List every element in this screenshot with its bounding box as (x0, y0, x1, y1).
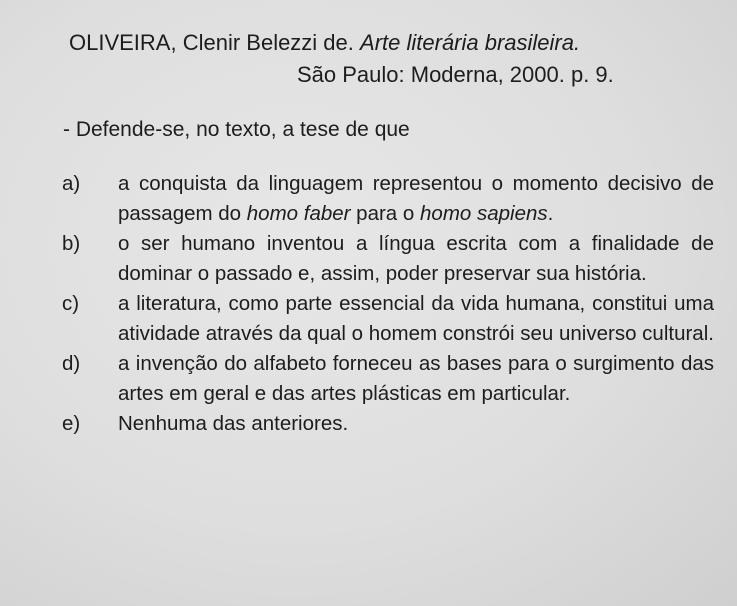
option-letter: c) (62, 292, 80, 315)
option-text: o ser humano inventou a língua escrita com a finalidade de dominar o passado e, assim, poder preservar sua história. (118, 232, 714, 285)
option-text: a invenção do alfabeto forneceu as bases para o surgimento das artes em geral e das artes plásticas em particular. (118, 352, 714, 405)
option-letter: e) (62, 412, 81, 435)
question-stem: - Defende-se, no texto, a tese de que (63, 118, 410, 141)
option-text: a conquista da linguagem representou o momento decisivo de passagem do homo faber para o homo sapiens. (118, 172, 714, 225)
option-d[interactable] (62, 349, 714, 409)
option-b[interactable] (62, 229, 714, 289)
option-text: a literatura, como parte essencial da vida humana, constitui uma atividade através da qual o homem constrói seu universo cultural. (118, 292, 714, 345)
reference-line-1 (69, 30, 580, 56)
option-letter: a) (62, 172, 81, 195)
reference-title: Arte literária brasileira. (360, 30, 581, 55)
option-text: Nenhuma das anteriores. (118, 412, 349, 435)
option-c[interactable] (62, 289, 714, 349)
reference-author: OLIVEIRA, Clenir Belezzi de. (69, 30, 354, 55)
options-list (62, 169, 714, 439)
option-letter: d) (62, 352, 81, 375)
option-a[interactable] (62, 169, 714, 229)
option-letter: b) (62, 232, 81, 255)
reference-publication: São Paulo: Moderna, 2000. p. 9. (297, 62, 614, 87)
option-e[interactable] (62, 409, 714, 439)
